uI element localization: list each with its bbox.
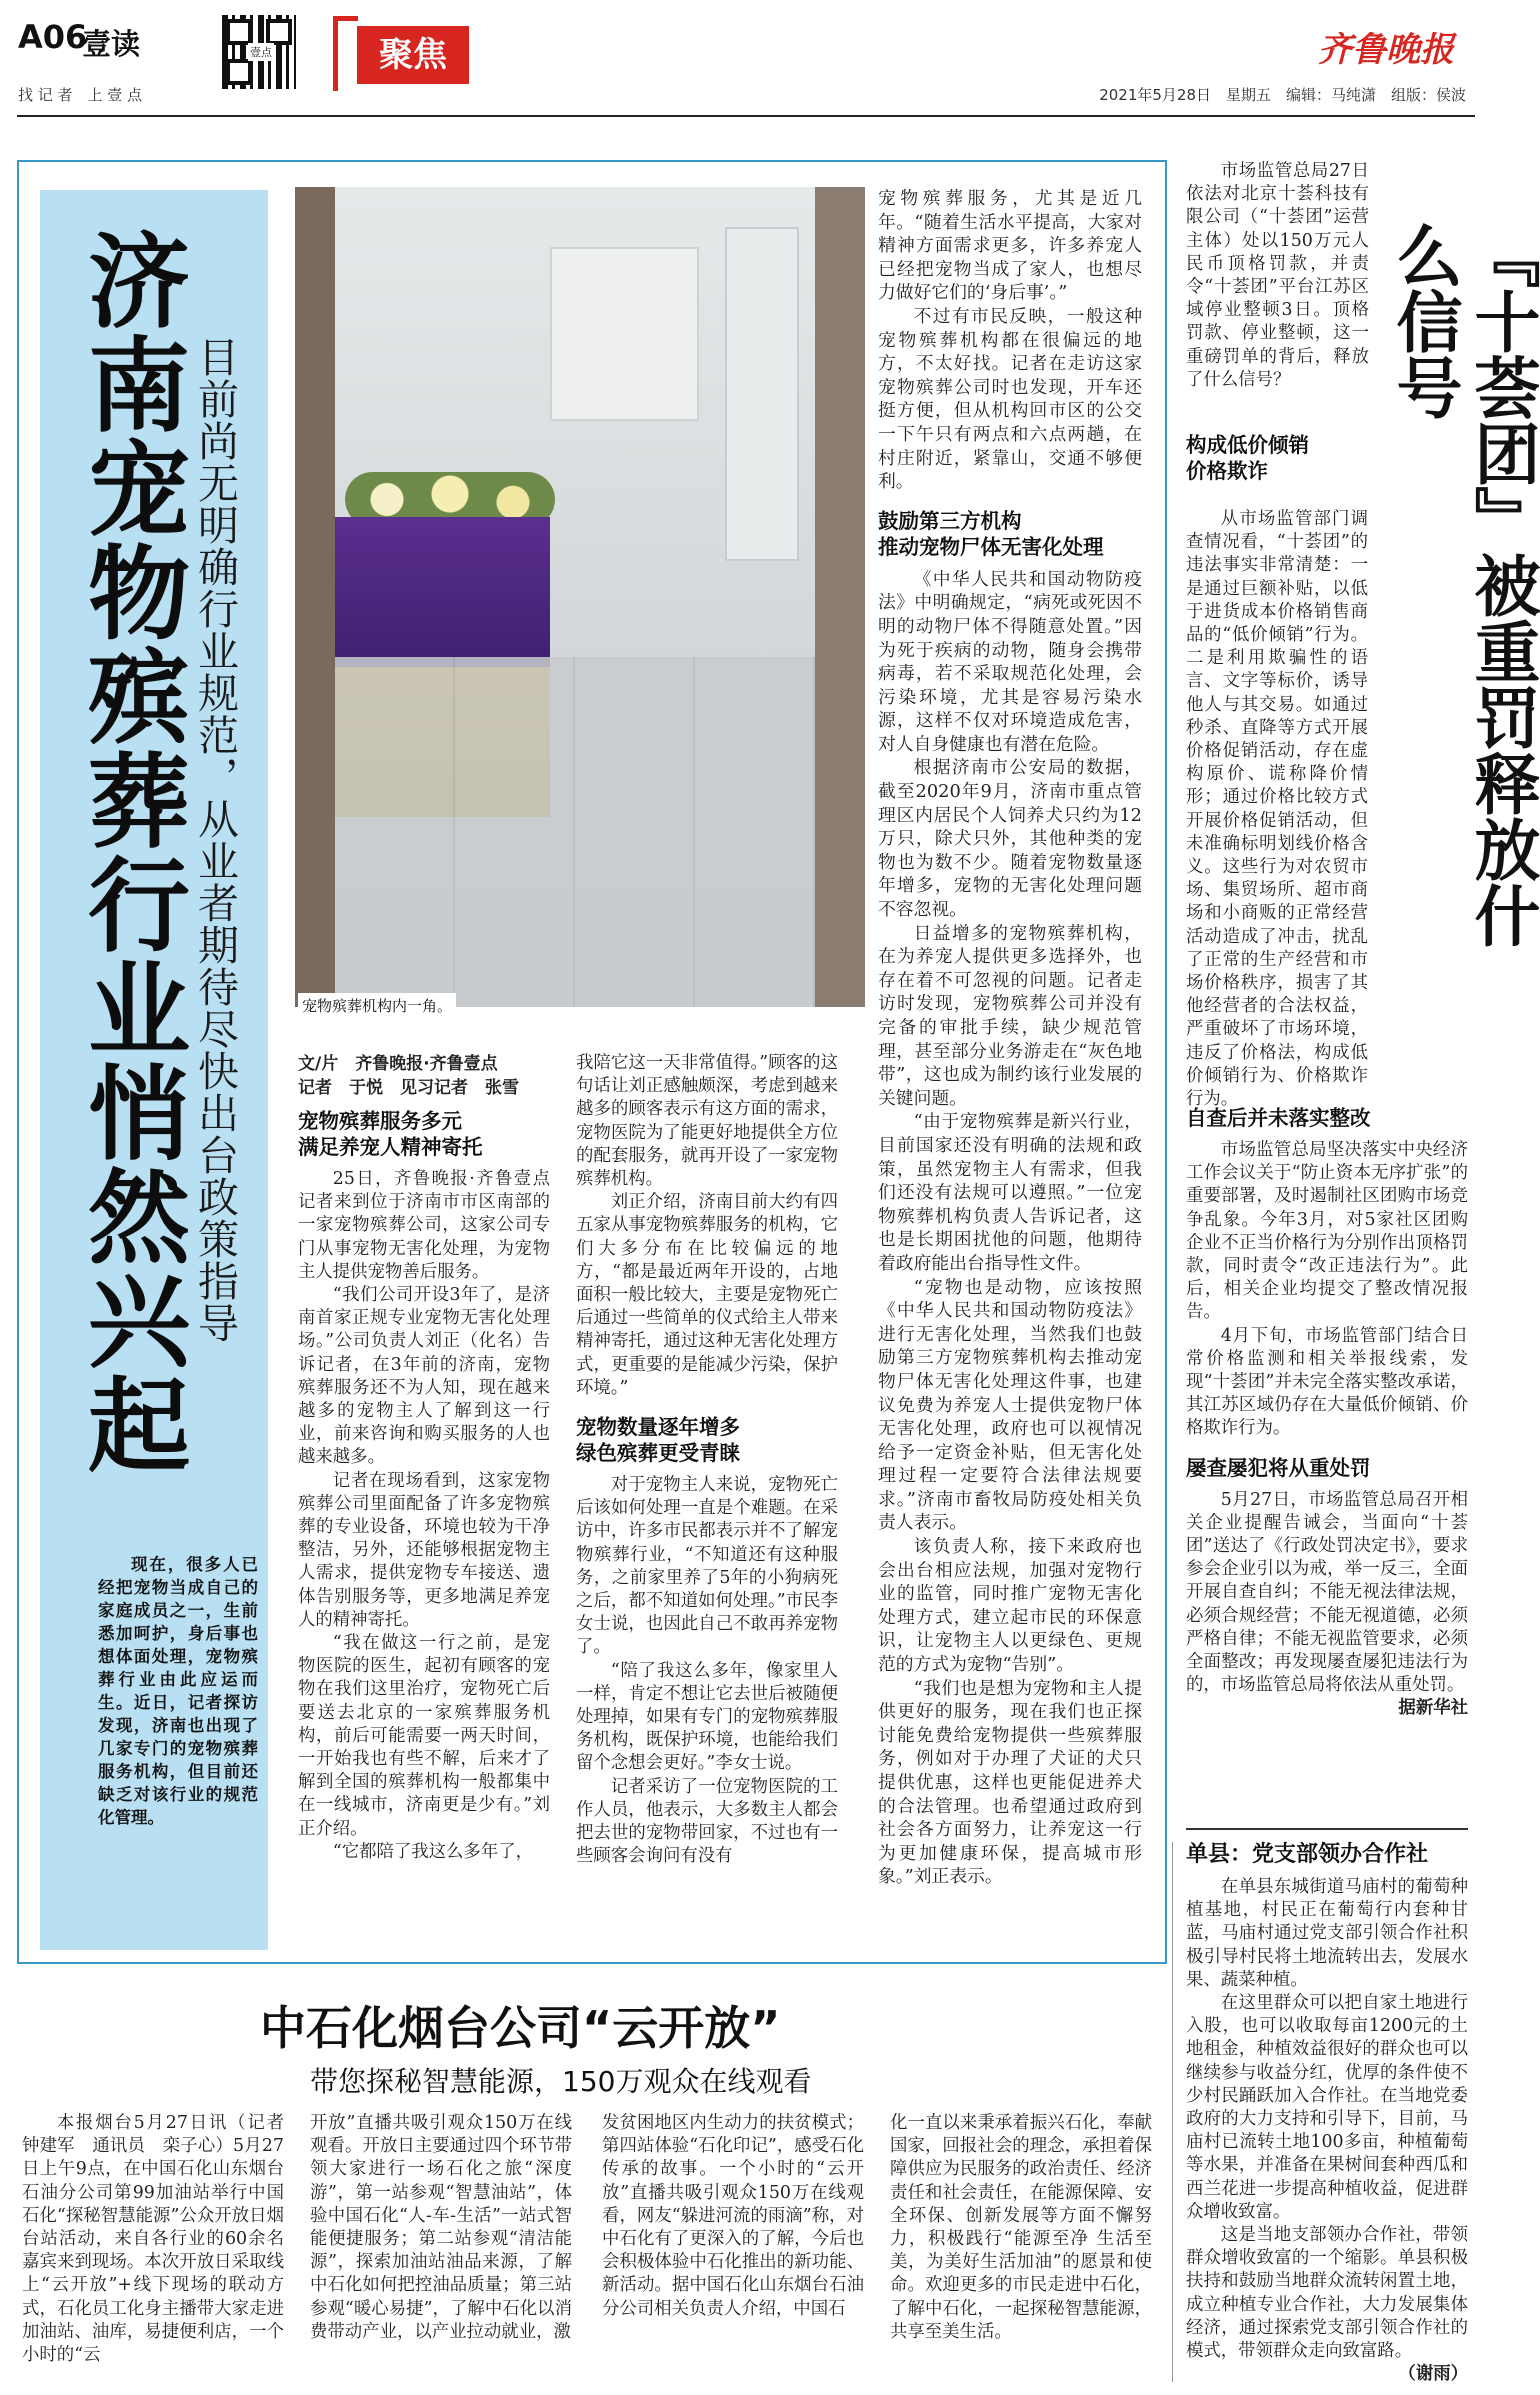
paragraph: 这是当地支部领办合作社，带领群众增收致富的一个缩影。单县积极扶持和鼓励当地群众流转闲置土地，成立种植专业合作社，大力发展集体经济，通过探索党支部引领合作社的模式，带领群众走向致富路。 [1186,2225,1468,2362]
side-subhead-2: 自查后并未落实整改 [1186,1106,1371,1130]
main-title: 济南宠物殡葬行业悄然兴起 [71,228,190,1476]
masthead-logo: 齐鲁晚报 [1318,30,1454,70]
qr-code[interactable] [222,15,296,89]
main-subtitle: 目前尚无明确行业规范，从业者期待尽快出台政策指导 [191,336,239,1344]
paragraph: 记者采访了一位宠物医院的工作人员，他表示，大多数主人都会把去世的宠物带回家，不过也有一些顾客会询问有没有 [576,1776,838,1867]
paragraph: 该负责人称，接下来政府也会出台相应法规，加强对宠物行业的监管，同时推广宠物无害化处理方式，建立起市民的环保意识，让宠物主人以更绿色、更规范的方式为宠物“告别”。 [878,1536,1142,1676]
paragraph: 根据济南市公安局的数据，截至2020年9月，济南市重点管理区内居民个人饲养犬只约为12万只，除犬只外，其他种类的宠物也为数不少。随着宠物数量逐年增多，宠物的无害化处理问题不容忽视。 [878,757,1142,921]
date-line: 2021年5月28日 星期五 编辑：马纯潇 组版：侯波 [1099,86,1466,104]
side-title: 『十荟团』被重罚释放什么信号 [1385,222,1540,948]
subhead-1: 宠物殡葬服务多元 满足养宠人精神寄托 [298,1109,483,1159]
bottom-title: 中石化烟台公司“云开放” [260,2001,781,2055]
county-title: 单县：党支部领办合作社 [1186,1842,1429,1867]
qr-label: 壹点 [248,43,274,61]
paragraph: 市场监管总局坚决落实中央经济工作会议关于“防止资本无序扩张”的重要部署，及时遏制社区团购市场竞争乱象。今年3月，对5家社区团购企业不正当价格行为分别作出顶格罚款，同时责令“改正违法行为”。此后，相关企业均提交了整改情况报告。 [1186,1140,1468,1323]
photo-floor [335,657,815,1007]
paragraph: “我们也是想为宠物和主人提供更好的服务，现在我们也正探讨能免费给宠物提供一些殡葬服务，例如对于办理了犬证的犬只提供优惠，这样也更能促进养犬的合法管理。也希望通过政府到社会各方面努力，让养宠这一行为更加健康环保，提高城市形象。”刘正表示。 [878,1677,1142,1888]
paragraph: 25日，齐鲁晚报·齐鲁壹点记者来到位于济南市市区南部的一家宠物殡葬公司，这家公司专门从事宠物无害化处理，为宠物主人提供宠物善后服务。 [298,1169,550,1282]
bottom-subtitle: 带您探秘智慧能源，150万观众在线观看 [310,2065,812,2098]
section-tag: 聚焦 [357,26,469,84]
bottom-column-3: 发贫困地区内生动力的扶贫模式；第四站体验“石化印记”，感受石化传承的故事。一个小时的“云开放”直播共吸引观众150万在线观看，网友“躲进河流的雨滴”称，对中石化有了更深入的了解，今后也会积极体验中石化推出的新功能、新活动。据中国石化山东烟台石油分公司相关负责人介绍，中国石 [602,2113,864,2319]
section-tag-bracket [333,16,358,91]
header-slogan: 找 记 者 上 壹 点 [18,86,143,104]
byline-2: 记者 于悦 见习记者 张雪 [298,1078,519,1098]
photo-window [725,227,799,561]
photo-door-frame [295,187,335,1007]
paragraph: 不过有市民反映，一般这种宠物殡葬机构都在很偏远的地方，不太好找。记者在走访这家宠物殡葬公司时也发现，开车还挺方便，但从机构回市区的公交一下午只有两点和六点两趟，在村庄附近，紧靠山，交通不够便利。 [878,305,1142,493]
side-paragraph-1: 从市场监管部门调查情况看，“十荟团”的违法事实非常清楚：一是通过巨额补贴，以低于进货成本价格销售商品的“低价倾销”行为。二是利用欺骗性的语言、文字等标价，诱导他人与其交易。如通过秒杀、直降等方式开展价格促销活动，存在虚构原价、谎称降价情形；通过价格比较方式开展价格促销活动，但未准确标明划线价格含义。这些行为对农贸市场、集贸场所、超市商场和小商贩的正常经营活动造成了冲击，扰乱了正常的生产经营和市场价格秩序，损害了其他经营者的合法权益，严重破坏了市场环境，违反了价格法，构成低价倾销行为、价格欺诈行为。 [1186,509,1368,1110]
side-source: 据新华社 [1398,1698,1468,1719]
article-column-1 [298,1108,550,1864]
paragraph: 记者在现场看到，这家宠物殡葬公司里面配备了许多宠物殡葬的专业设备，环境也较为干净整洁，另外，还能够根据宠物主人需求，提供宠物专车接送、遗体告别服务等，更多地满足养宠人的精神寄托。 [298,1470,550,1630]
subhead-2: 宠物数量逐年增多 绿色殡葬更受青睐 [576,1415,740,1466]
article-column-2 [576,1052,838,1869]
bottom-vertical-divider [1172,1842,1173,2382]
paragraph: 5月27日，市场监管总局召开相关企业提醒告诫会，当面向“十荟团”送达了《行政处罚决定书》，要求参会企业引以为戒，举一反三，全面开展自查自纠；不能无视法律法规，必须合规经营；不能无视道德，必须严格自律；不能无视监管要求，必须全面整改；再发现屡查屡犯违法行为的，市场监管总局将依法从重处罚。 [1186,1489,1468,1696]
side-subhead-3: 屡查屡犯将从重处罚 [1186,1455,1371,1480]
paragraph: 《中华人民共和国动物防疫法》中明确规定，“病死或死因不明的动物尸体不得随意处置。”因为死于疾病的动物，随身会携带病毒，若不采取规范化处理，会污染环境，尤其是容易污染水源，这样不仅对环境造成危害，对人自身健康也有潜在危险。 [878,568,1142,755]
paragraph: “它都陪了我这么多年了， [332,1841,533,1862]
paragraph: “我在做这一行之前，是宠物医院的医生，起初有顾客的宠物在我们这里治疗，宠物死亡后要送去北京的一家殡葬服务机构，前后可能需要一两天时间，一开始我也有些不解，后来才了解到全国的殡葬机构一般都集中在一线城市，济南更是少有。”刘正介绍。 [298,1633,550,1839]
side-subhead-1: 构成低价倾销 价格欺诈 [1186,433,1309,483]
photo-cabinet [550,247,699,421]
main-lede: 现在，很多人已经把宠物当成自己的家庭成员之一，生前悉加呵护，身后事也想体面处理，宠物殡葬行业由此应运而生。近日，记者探访发现，济南也出现了几家专门的宠物殡葬服务机构，但目前还缺乏对该行业的规范化管理。 [98,1555,258,1827]
side-divider [1186,1828,1468,1830]
paragraph: “宠物也是动物，应该按照《中华人民共和国动物防疫法》进行无害化处理，当然我们也鼓励第三方宠物殡葬机构去推动宠物尸体无害化处理这件事，也建议免费为养宠人士提供宠物尸体无害化处理，政府也可以视情况给予一定资金补贴，但无害化处理过程一定要符合法律法规要求。”济南市畜牧局防疫处相关负责人表示。 [878,1276,1142,1534]
paragraph: 在单县东城街道马庙村的葡萄种植基地，村民正在葡萄行内套种甘蓝，马庙村通过党支部引领合作社积极引导村民将土地流转出去，发展水果、蔬菜种植。 [1186,1877,1468,1990]
photo-purple-cloth [335,517,550,677]
paragraph: 我陪它这一天非常值得。”顾客的这句话让刘正感触颇深，考虑到越来越多的顾客表示有这方面的需求，宠物医院为了能更好地提供全方位的配套服务，就再开设了一家宠物殡葬机构。 [576,1053,838,1190]
page-number: A06 [18,18,88,56]
paragraph: 4月下旬，市场监管部门结合日常价格监测和相关举报线索，发现“十荟团”并未完全落实整改承诺，其江苏区域仍存在大量低价倾销、价格欺诈行为。 [1186,1325,1468,1439]
side-body-continued [1186,1105,1468,1721]
paragraph: 日益增多的宠物殡葬机构，在为养宠人提供更多选择外，也存在着不可忽视的问题。记者走访时发现，宠物殡葬公司并没有完备的审批手续，缺少规范管理，甚至部分业务游走在“灰色地带”，这也成为制约该行业发展的关键问题。 [878,922,1142,1109]
paragraph: 宠物殡葬服务，尤其是近几年。“随着生活水平提高，大家对精神方面需求更多，许多养宠人已经把宠物当成了家人，也想尽力做好它们的‘身后事’。” [878,188,1142,304]
bottom-column-1: 本报烟台5月27日讯（记者 钟建军 通讯员 栾子心）5月27日上午9点，在中国石化山东烟台石油分公司第99加油站举行中国石化“探秘智慧能源”公众开放日烟台站活动，来自各行业的60余名嘉宾来到现场。本次开放日采取线上“云开放”+线下现场的联动方式，石化员工化身主播带大家走进加油站、油库，易捷便利店，一个小时的“云 [22,2113,302,2366]
paragraph: “我们公司开设3年了，是济南首家正规专业宠物无害化处理场。”公司负责人刘正（化名）告诉记者，在3年前的济南，宠物殡葬服务还不为人知，现在越来越多的宠物主人了解到这一行业，前来咨询和购买服务的人也越来越多。 [298,1285,550,1468]
bottom-column-2: 开放”直播共吸引观众150万在线观看。开放日主要通过四个环节带领大家进行一场石化之旅“深度游”，第一站参观“智慧油站”，体验中国石化“人-车-生活”一站式智能便捷服务；第二站参观“清洁能源”，探索加油站油品来源，了解中石化如何把控油品质量；第三站参观“暖心易捷”，了解中石化以消费带动产业，以产业拉动就业，激 [310,2113,572,2342]
article-column-3 [878,187,1142,1889]
paragraph: “陪了我这么多年，像家里人一样，肯定不想让它去世后被随便处理掉，如果有专门的宠物殡葬服务机构，既保护环境，也能给我们留个念想会更好。”李女士说。 [576,1660,838,1774]
byline-1: 文/片 齐鲁晚报·齐鲁壹点 [298,1054,498,1074]
county-story [1186,1842,1468,2386]
header-rule [17,115,1475,117]
news-photo [295,187,865,1007]
county-source: （谢雨） [1398,2364,1468,2385]
paragraph: 刘正介绍，济南目前大约有四五家从事宠物殡葬服务的机构，它们大多分布在比较偏远的地方，“都是最近两年开设的，占地面积一般比较大，主要是宠物死亡后通过一些简单的仪式给主人带来精神寄托，通过这种无害化处理方式，更重要的是能减少污染，保护环境。” [576,1192,838,1398]
bottom-column-4: 化一直以来秉承着振兴石化，奉献国家，回报社会的理念，承担着保障供应为民服务的政治责任、经济责任和社会责任，在能源保障、安全环保、创新发展等方面不懈努力，积极践行“能源至净 生活至美，为美好生活加油”的愿景和使命。欢迎更多的市民走进中石化，了解中石化，一起探秘智慧能源，共享至美生活。 [890,2113,1152,2342]
section-name: 壹读 [82,27,141,61]
subhead-3: 鼓励第三方机构 推动宠物尸体无害化处理 [878,508,1104,559]
photo-caption: 宠物殡葬机构内一角。 [298,993,456,1018]
side-intro: 市场监管总局27日依法对北京十荟科技有限公司（“十荟团”运营主体）处以150万元人民币顶格罚款，并责令“十荟团”平台江苏区域停业整顿3日。顶格罚款、停业整顿，这一重磅罚单的背后，释放了什么信号？ [1186,161,1369,390]
paragraph: 在这里群众可以把自家土地进行入股，也可以收取每亩1200元的土地租金，种植效益很好的群众也可以继续参与收益分红，优厚的条件使不少村民踊跃加入合作社。在当地党委政府的大力支持和引导下，目前，马庙村已流转土地100多亩，种植葡萄等水果，并准备在果树间套种西瓜和西兰花进一步提高种植收益，促进群众增收致富。 [1186,1993,1468,2222]
side-body [1186,432,1468,492]
paragraph: “由于宠物殡葬是新兴行业，目前国家还没有明确的法规和政策，虽然宠物主人有需求，但我们还没有法规可以遵照。”一位宠物殡葬机构负责人告诉记者，这也是长期困扰他的问题，他期待着政府能出台指导性文件。 [878,1111,1142,1274]
photo-door-frame-right [815,187,865,1007]
paragraph: 对于宠物主人来说，宠物死亡后该如何处理一直是个难题。在采访中，许多市民都表示并不了解宠物殡葬行业，“不知道还有这种服务，之前家里养了5年的小狗病死之后，都不知道如何处理。”市民李女士说，也因此自己不敢再养宠物了。 [576,1475,838,1658]
